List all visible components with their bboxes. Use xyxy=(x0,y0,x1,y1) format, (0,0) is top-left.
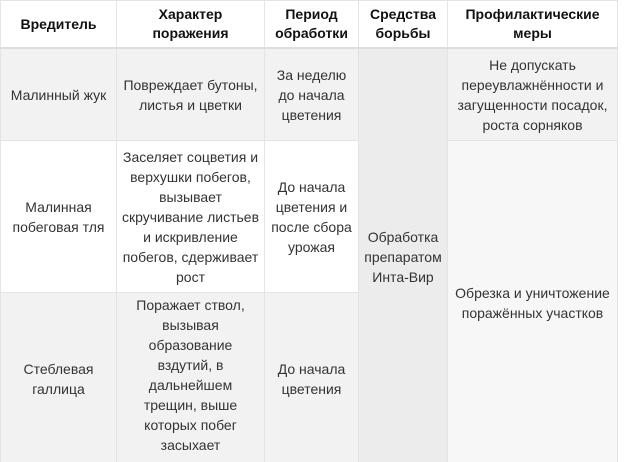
header-prevention: Профилактические меры xyxy=(448,1,618,49)
period-cell: До начала цветения и после сбора урожая xyxy=(265,141,359,293)
damage-cell: Заселяет соцветия и верхушки побегов, вызывает скручивание листьев и искривление побегов, сдерживает рост xyxy=(117,141,265,293)
period-cell: За неделю до начала цветения xyxy=(265,48,359,141)
header-row xyxy=(1,1,618,49)
pest-cell: Малинный жук xyxy=(1,48,117,141)
header-pest: Вредитель xyxy=(1,1,117,49)
control-cell: Обработка препаратом Инта-Вир xyxy=(359,48,448,462)
prevention-cell: Не допускать переувлажнённости и загущенности посадок, роста сорняков xyxy=(448,48,618,141)
table-row xyxy=(1,141,618,293)
damage-cell: Повреждает бутоны, листья и цветки xyxy=(117,48,265,141)
header-period: Период обработки xyxy=(265,1,359,49)
damage-cell: Поражает ствол, вызывая образование вздутий, в дальнейшем трещин, выше которых побег засыхает xyxy=(117,293,265,462)
pest-cell: Стеблевая галлица xyxy=(1,293,117,462)
period-cell: До начала цветения xyxy=(265,293,359,462)
header-damage: Характер поражения xyxy=(117,1,265,49)
prevention-cell: Обрезка и уничтожение поражённых участков xyxy=(448,141,618,462)
table-row xyxy=(1,48,618,141)
pest-cell: Малинная побеговая тля xyxy=(1,141,117,293)
header-control: Средства борьбы xyxy=(359,1,448,49)
